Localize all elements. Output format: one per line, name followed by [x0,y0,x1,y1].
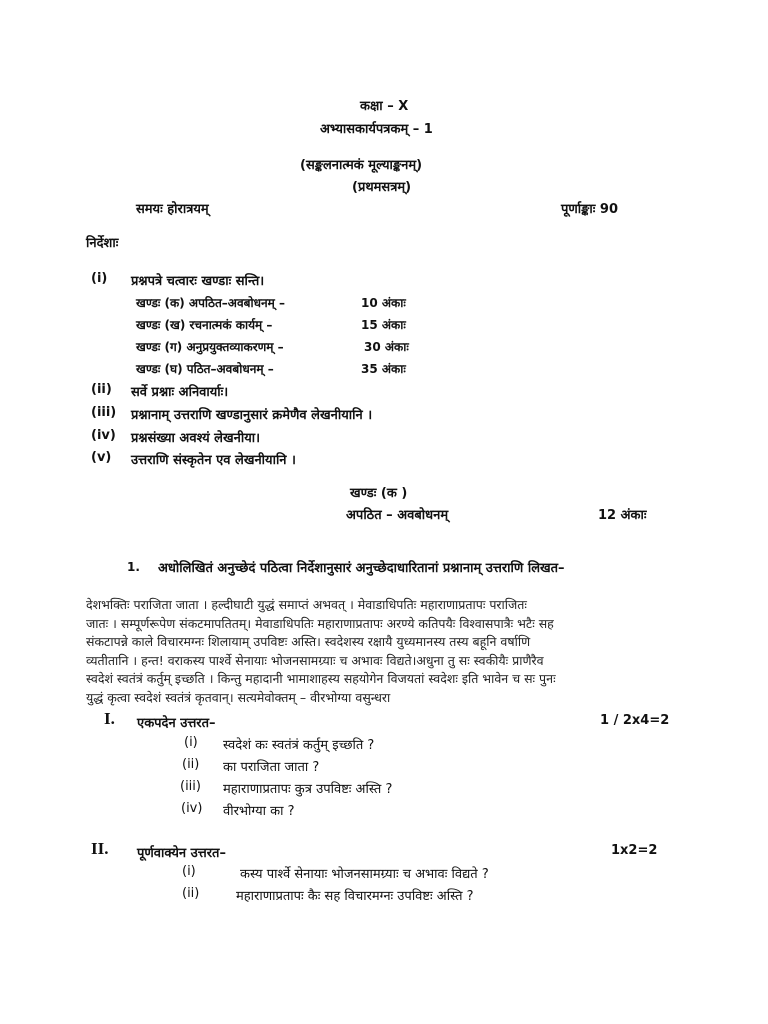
section-a-title: खण्डः (क ) [350,486,408,501]
term-title: (प्रथमसत्रम्) [352,180,412,195]
part-marks: 1x2=2 [611,843,658,858]
sub-question-text: स्वदेशं कः स्वतंत्रं कर्तुम् इच्छति ? [223,738,375,753]
class-label: कक्षा – X [360,99,409,114]
section-list-item: खण्डः (क) अपठित–अवबोधनम् – [136,296,285,310]
section-list-marks: 10 अंकाः [361,296,406,310]
part-number: I. [104,709,115,728]
instruction-text: प्रश्नानाम् उत्तराणि खण्डानुसारं क्रमेणैव लेखनीयानि । [131,408,373,423]
instructions-heading: निर्देशाः [86,236,119,251]
part-number: II. [91,839,109,858]
part-title: पूर्णवाक्येन उत्तरत– [137,846,226,861]
section-a-subtitle: अपठित – अवबोधनम् [346,508,449,523]
worksheet-title: अभ्यासकार्यपत्रकम् – 1 [320,122,433,137]
sub-question-number: (ii) [182,757,200,772]
sub-question-text: कस्य पार्श्वे सेनायाः भोजनसामग्र्याः च अभावः विद्यते ? [240,867,489,882]
time-label: समयः होरात्रयम् [136,202,209,217]
instruction-number: (iii) [91,405,117,420]
instruction-number: (v) [91,450,112,465]
sub-question-number: (iii) [180,779,201,794]
passage-line: व्यतीतानि । हन्त! वराकस्य पार्श्वे सेनायाः भोजनसामग्र्याः च अभावः विद्यते।अधुना तु सः स्वकीयैः प्राणैरैव [86,652,544,668]
passage-line: संकटापन्ने काले विचारमग्नः शिलायाम् उपविष्टः अस्ति। स्वदेशस्य रक्षायै युध्यमानस्य तस्य बहूनि वर्षाणि [86,634,531,649]
instruction-number: (i) [91,271,108,286]
instruction-text: उत्तराणि संस्कृतेन एव लेखनीयानि । [131,453,296,468]
instruction-number: (ii) [91,382,112,397]
sub-question-number: (i) [182,864,196,879]
section-list-marks: 30 अंकाः [364,340,409,354]
assessment-title: (सङ्कलनात्मकं मूल्याङ्कनम्) [300,158,423,173]
instruction-text: सर्वे प्रश्नाः अनिवार्याः। [131,385,229,400]
part-title: एकपदेन उत्तरत– [137,716,216,731]
passage-line: जातः । सम्पूर्णरूपेण संकटमापतितम्। मेवाडाधिपतिः महाराणाप्रतापः अरण्ये कतिपयैः विश्वासपात्रैः भटैः सह [86,615,554,631]
passage-line: युद्धं कृत्वा स्वदेशं स्वतंत्रं कृतवान्। सत्यमेवोक्तम् – वीरभोग्या वसुन्धरा [86,689,391,705]
passage-line: देशभक्तिः पराजिता जाता । हल्दीघाटी युद्धं समाप्तं अभवत् । मेवाडाधिपतिः महाराणाप्रतापः पराजितः [86,597,527,612]
question-text: अधोलिखितं अनुच्छेदं पठित्वा निर्देशानुसारं अनुच्छेदाधारितानां प्रश्नानाम् उत्तराणि लिखत– [158,561,565,576]
section-list-item: खण्डः (घ) पठित–अवबोधनम् – [136,362,274,376]
passage-line: स्वदेशं स्वतंत्रं कर्तुम् इच्छति । किन्तु महादानी भामाशाहस्य सहयोगेन विजयतां स्वदेशः इति भावेन च सः पुनः [86,671,556,686]
sub-question-text: का पराजिता जाता ? [223,760,320,775]
section-list-item: खण्डः (ख) रचनात्मकं कार्यम् – [136,318,273,332]
instruction-text: प्रश्नपत्रे चत्वारः खण्डाः सन्ति। [131,274,265,289]
section-list-item: खण्डः (ग) अनुप्रयुक्तव्याकरणम् – [136,340,284,354]
sub-question-number: (iv) [181,801,203,816]
sub-question-text: वीरभोग्या का ? [223,804,295,819]
sub-question-number: (ii) [182,886,200,901]
section-list-marks: 35 अंकाः [361,362,406,376]
sub-question-text: महाराणाप्रतापः कैः सह विचारमग्नः उपविष्टः अस्ति ? [236,889,474,904]
instruction-text: प्रश्नसंख्या अवश्यं लेखनीया। [131,431,261,446]
max-marks-label: पूर्णाङ्काः 90 [561,202,618,217]
part-marks: 1 / 2x4=2 [600,713,670,728]
instruction-number: (iv) [91,428,116,443]
section-a-marks: 12 अंकाः [598,508,647,523]
sub-question-text: महाराणाप्रतापः कुत्र उपविष्टः अस्ति ? [223,782,393,797]
sub-question-number: (i) [184,735,198,750]
question-number: 1. [127,560,140,574]
passage [86,596,682,707]
section-list-marks: 15 अंकाः [361,318,406,332]
